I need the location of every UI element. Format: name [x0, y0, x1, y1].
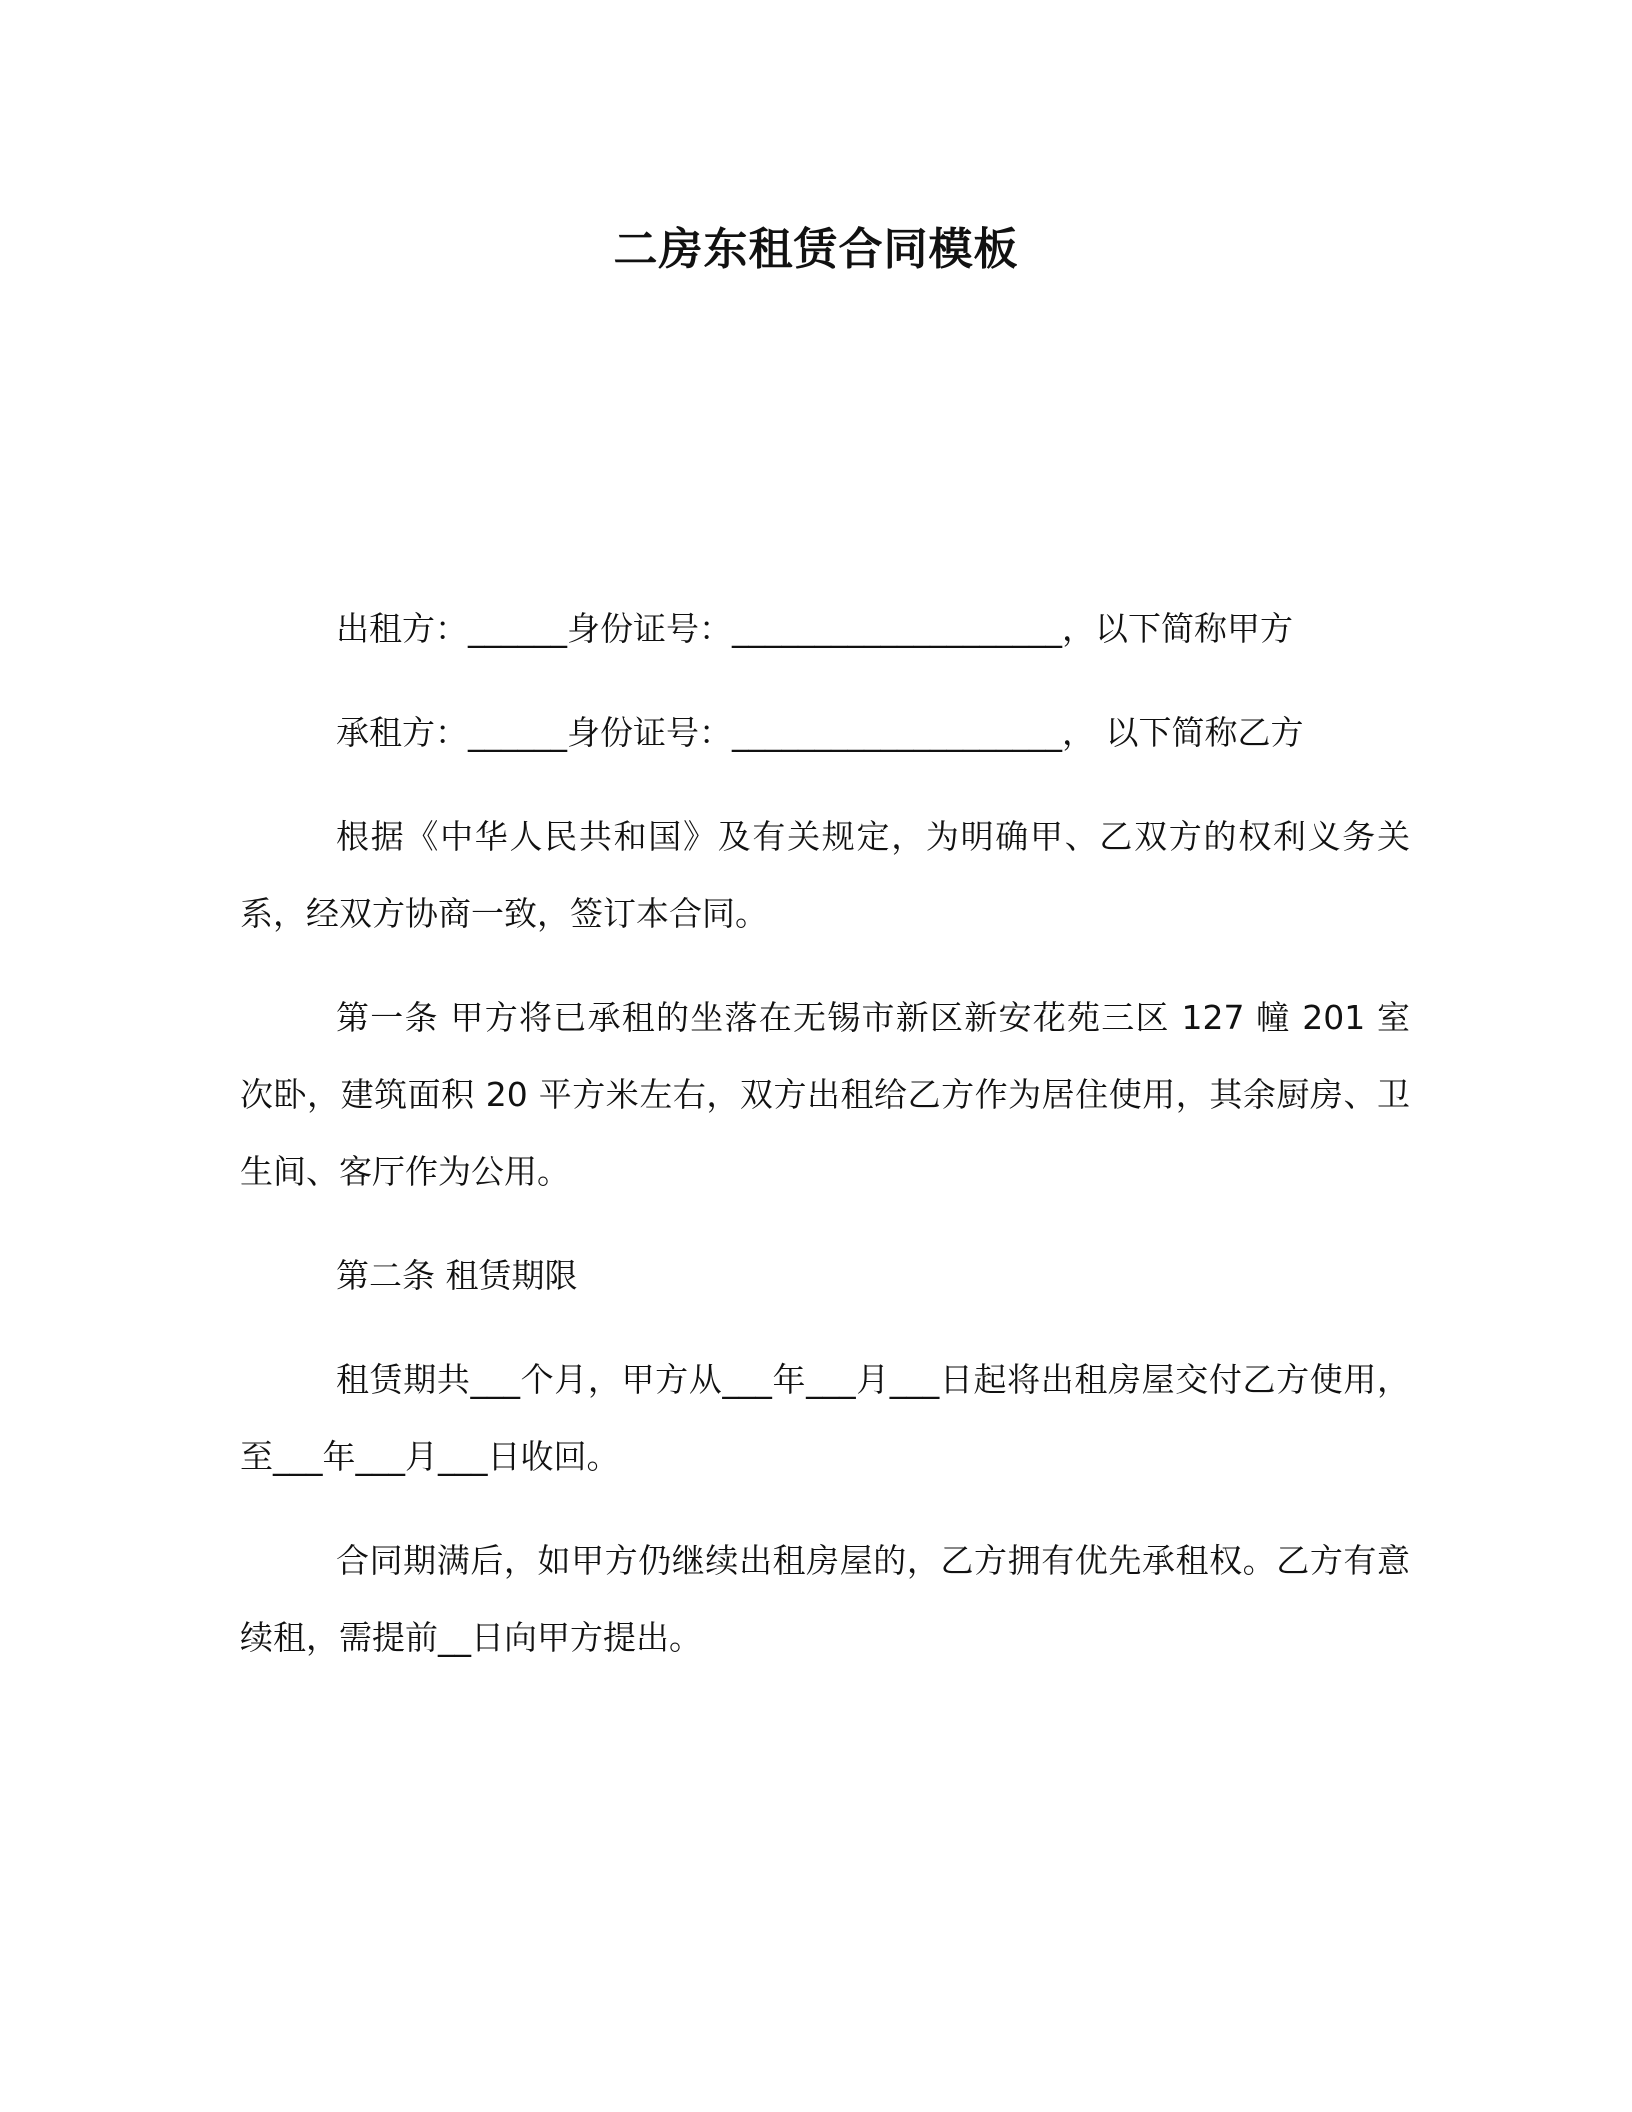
- paragraph-lessee: 承租方：______身份证号：____________________， 以下简称乙方: [336, 713, 1304, 752]
- paragraph-preamble: 根据《中华人民共和国》及有关规定，为明确甲、乙双方的权利义务关系，经双方协商一致，签订本合同。: [240, 817, 1410, 933]
- document-body: [240, 590, 1410, 1703]
- paragraph-renewal: 合同期满后，如甲方仍继续出租房屋的，乙方拥有优先承租权。乙方有意续租，需提前__日向甲方提出。: [240, 1541, 1410, 1657]
- paragraph-lease-term: 租赁期共___个月，甲方从___年___月___日起将出租房屋交付乙方使用，至___年___月___日收回。: [240, 1360, 1410, 1476]
- paragraph-article-2-heading: 第二条 租赁期限: [336, 1256, 578, 1295]
- document-title: 二房东租赁合同模板: [613, 224, 1019, 275]
- paragraph-lessor: 出租方：______身份证号：____________________，以下简称甲方: [336, 609, 1293, 648]
- paragraph-article-1: 第一条 甲方将已承租的坐落在无锡市新区新安花苑三区 127 幢 201 室 次卧，建筑面积 20 平方米左右，双方出租给乙方作为居住使用，其余厨房、卫生间、客厅作为公用。: [240, 998, 1410, 1191]
